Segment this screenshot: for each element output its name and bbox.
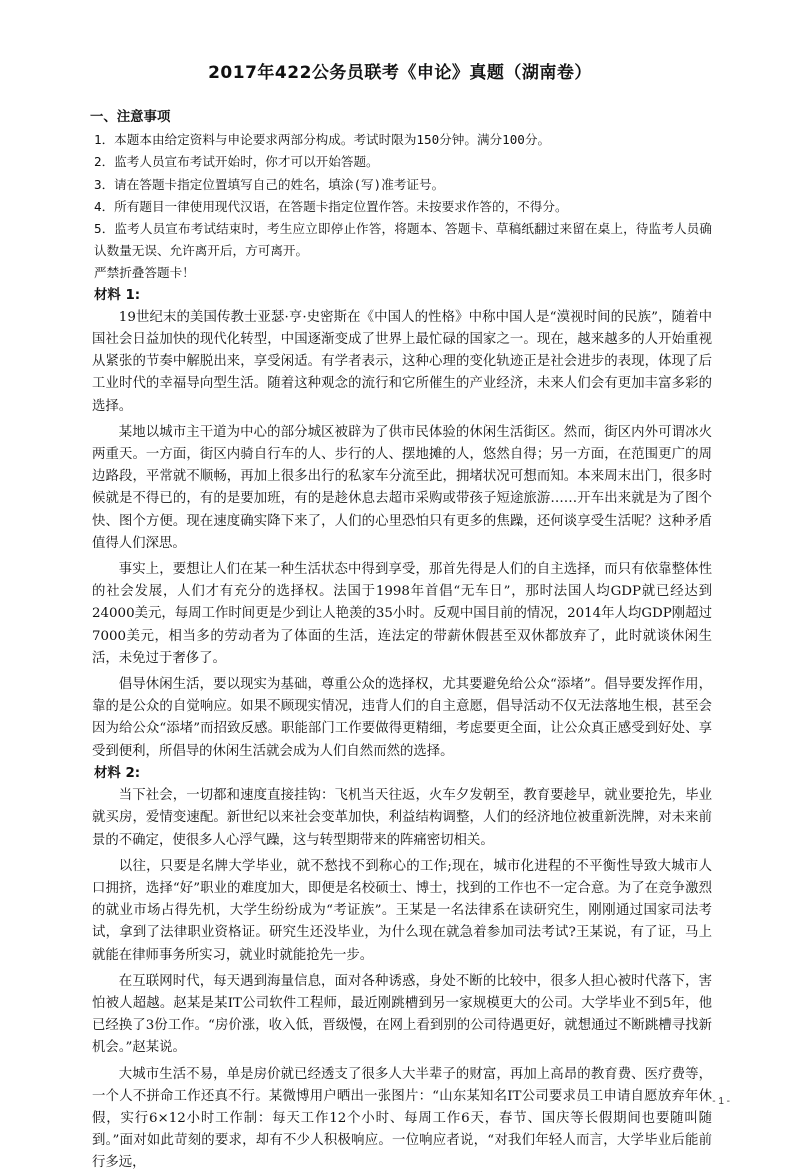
- material-2-paragraph: 当下社会，一切都和速度直接挂钩：飞机当天往返，火车夕发朝至，教育要趁早，就业要抢先，毕业就买房，爱情变速配。新世纪以来社会变革加快，利益结构调整，人们的经济地位被重新洗牌，对未来前景的不确定，使很多人心浮气躁，这与转型期带来的阵痛密切相关。: [92, 788, 712, 848]
- notice-warning: 严禁折叠答题卡！: [94, 265, 195, 281]
- material-2-heading: 材料 2:: [94, 765, 141, 781]
- material-1-paragraph: 19世纪末的美国传教士亚瑟·亨·史密斯在《中国人的性格》中称中国人是“漠视时间的民族”，随着中国社会日益加快的现代化转型，中国逐渐变成了世界上最忙碌的国家之一。现在，越来越多的人开始重视从紧张的节奏中解脱出来，享受闲适。有学者表示，这种心理的变化轨迹正是社会进步的表现，体现了后工业时代的幸福导向型生活。随着这种观念的流行和它所催生的产业经济，未来人们会有更加丰富多彩的选择。: [92, 309, 712, 414]
- material-1-paragraph: 事实上，要想让人们在某一种生活状态中得到享受，那首先得是人们的自主选择，而只有依靠整体性的社会发展，人们才有充分的选择权。法国于1998年首倡“无车日”，那时法国人均GDP就已经达到24000美元，每周工作时间更是少到让人艳羡的35小时。反观中国目前的情况，2014年人均GDP刚超过7000美元，相当多的劳动者为了体面的生活，连法定的带薪休假甚至双休都放弃了，此时就谈休闲生活，未免过于奢侈了。: [92, 562, 712, 666]
- page-title: 2017年422公务员联考《申论》真题（湖南卷）: [208, 63, 592, 83]
- notice-item: 3．请在答题卡指定位置填写自己的姓名，填涂(写)准考证号。: [94, 176, 445, 192]
- notice-heading: 一、注意事项: [90, 110, 171, 125]
- notice-item: 1．本题本由给定资料与申论要求两部分构成。考试时限为150分钟。满分100分。: [94, 132, 551, 148]
- material-2-paragraph: 在互联网时代，每天遇到海量信息，面对各种诱惑，身处不断的比较中，很多人担心被时代落下，害怕被人超越。赵某是某IT公司软件工程师，最近刚跳槽到另一家规模更大的公司。大学毕业不到5年，他已经换了3份工作。“房价涨，收入低，晋级慢，在网上看到别的公司待遇更好，就想通过不断跳槽寻找新机会。”赵某说。: [92, 973, 712, 1056]
- material-1-paragraph: 倡导休闲生活，要以现实为基础，尊重公众的选择权，尤其要避免给公众“添堵”。倡导要发挥作用，靠的是公众的自觉响应。如果不顾现实情况，违背人们的自主意愿，倡导活动不仅无法落地生根，甚至会因为给公众“添堵”而招致反感。职能部门工作要做得更精细，考虑要更全面，让公众真正感受到好处、享受到便利，所倡导的休闲生活就会成为人们自然而然的选择。: [92, 677, 712, 759]
- notice-item: 5．监考人员宣布考试结束时，考生应立即停止作答，将题本、答题卡、草稿纸翻过来留在桌上，待监考人员确认数量无误、允许离开后，方可离开。: [94, 221, 712, 259]
- material-1-heading: 材料 1:: [94, 287, 141, 303]
- notice-item: 2．监考人员宣布考试开始时，你才可以开始答题。: [94, 154, 379, 170]
- material-2-paragraph: 以往，只要是名牌大学毕业，就不愁找不到称心的工作;现在，城市化进程的不平衡性导致大城市人口拥挤，选择“好”职业的难度加大，即便是名校硕士、博士，找到的工作也不一定合意。为了在竞争激烈的就业市场占得先机，大学生纷纷成为“考证族”。王某是一名法律系在读研究生，刚刚通过国家司法考试，拿到了法律职业资格证。研究生还没毕业，为什么现在就急着参加司法考试?王某说，有了证，马上就能在律师事务所实习，就业时就能抢先一步。: [92, 858, 712, 963]
- material-2-paragraph: 大城市生活不易，单是房价就已经透支了很多人大半辈子的财富，再加上高昂的教育费、医疗费等，一个人不拼命工作还真不行。某微博用户晒出一张图片：“山东某知名IT公司要求员工申请自愿放弃年休假，实行6×12小时工作制：每天工作12个小时、每周工作6天，春节、国庆等长假期间也要随叫随到。”面对如此苛刻的要求，却有不少人积极响应。一位响应者说，“对我们年轻人而言，大学毕业后能前行多远，: [92, 1066, 712, 1171]
- material-1-paragraph: 某地以城市主干道为中心的部分城区被辟为了供市民体验的休闲生活街区。然而，街区内外可谓冰火两重天。一方面，街区内骑自行车的人、步行的人、摆地摊的人，悠然自得；另一方面，在范围更广的周边路段，平常就不顺畅，再加上很多出行的私家车分流至此，拥堵状况可想而知。本来周末出门，很多时候就是不得已的，有的是要加班，有的是趁休息去超市采购或带孩子短途旅游……开车出来就是为了图个快、图个方便。现在速度确实降下来了，人们的心里恐怕只有更多的焦躁，还何谈享受生活呢？这种矛盾值得人们深思。: [92, 424, 712, 551]
- page-number: - 1 -: [712, 1096, 730, 1107]
- document-body: [92, 107, 712, 1175]
- notice-item: 4．所有题目一律使用现代汉语，在答题卡指定位置作答。未按要求作答的，不得分。: [94, 198, 568, 214]
